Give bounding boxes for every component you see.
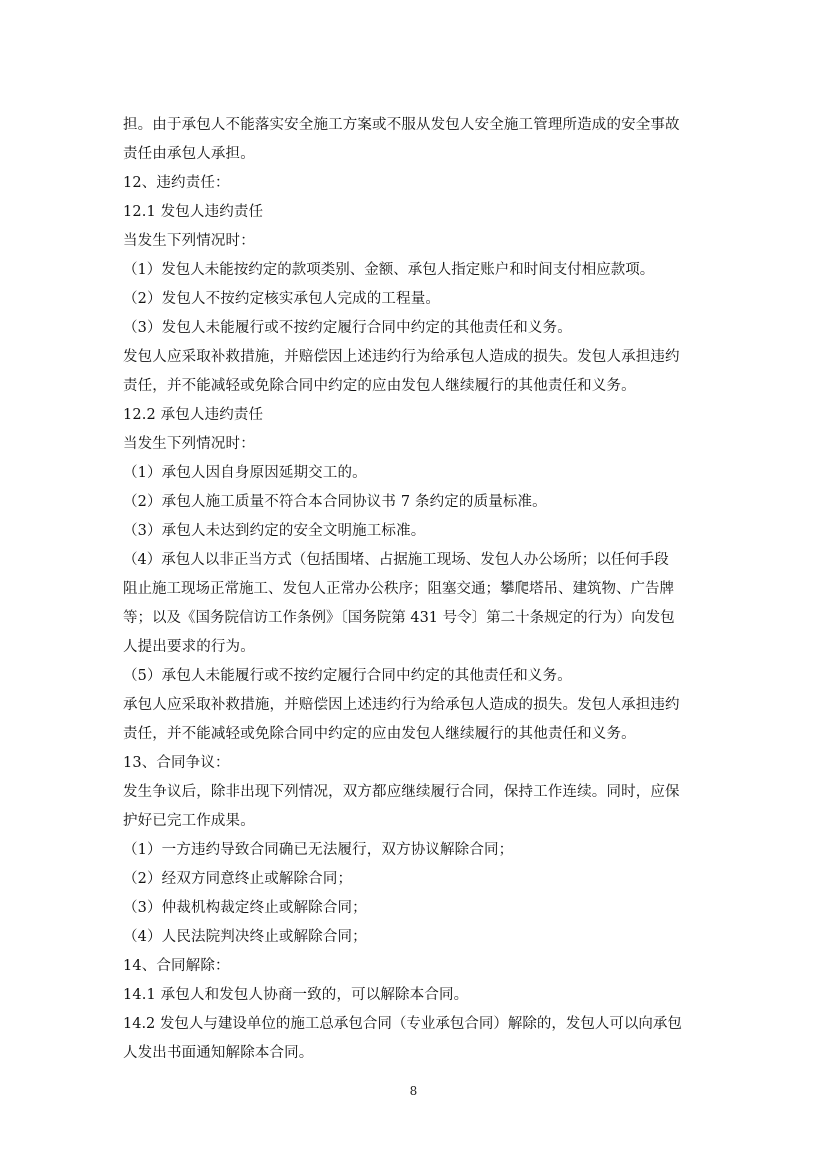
text-line: 当发生下列情况时： (123, 233, 255, 249)
page-number: 8 (409, 1084, 418, 1098)
text-line: 发生争议后，除非出现下列情况，双方都应继续履行合同，保持工作连续。同时，应保 (123, 784, 680, 800)
text-line: 人提出要求的行为。 (123, 639, 255, 655)
text-line: 人发出书面通知解除本合同。 (123, 1045, 314, 1061)
list-item: （2）经双方同意终止或解除合同； (123, 871, 353, 887)
document-body (123, 111, 705, 1068)
text-line: 担。由于承包人不能落实安全施工方案或不服从发包人安全施工管理所造成的安全事故 (123, 117, 680, 133)
list-item: （3）发包人未能履行或不按约定履行合同中约定的其他责任和义务。 (123, 320, 572, 336)
list-item: （1）承包人因自身原因延期交工的。 (123, 465, 367, 481)
text-line: 14.2 发包人与建设单位的施工总承包合同（专业承包合同）解除的，发包人可以向承包 (123, 1016, 682, 1032)
subsection-heading-12-1: 12.1 发包人违约责任 (123, 204, 264, 220)
text-line: 责任，并不能减轻或免除合同中约定的应由发包人继续履行的其他责任和义务。 (123, 378, 636, 394)
text-line: 责任由承包人承担。 (123, 146, 255, 162)
text-line: 责任，并不能减轻或免除合同中约定的应由发包人继续履行的其他责任和义务。 (123, 726, 636, 742)
list-item: （4）人民法院判决终止或解除合同； (123, 929, 367, 945)
section-heading-14: 14、合同解除： (123, 958, 230, 974)
list-item: （1）一方违约导致合同确已无法履行，双方协议解除合同； (123, 842, 514, 858)
section-heading-13: 13、合同争议： (123, 755, 230, 771)
text-line: 当发生下列情况时： (123, 436, 255, 452)
list-item: （2）发包人不按约定核实承包人完成的工程量。 (123, 291, 441, 307)
list-item: （3）仲裁机构裁定终止或解除合同； (123, 900, 367, 916)
section-heading-12: 12、违约责任： (123, 175, 230, 191)
text-line: 发包人应采取补救措施，并赔偿因上述违约行为给承包人造成的损失。发包人承担违约 (123, 349, 680, 365)
list-item: （3）承包人未达到约定的安全文明施工标准。 (123, 523, 426, 539)
text-line: 承包人应采取补救措施，并赔偿因上述违约行为给承包人造成的损失。发包人承担违约 (123, 697, 680, 713)
list-item: （1）发包人未能按约定的款项类别、金额、承包人指定账户和时间支付相应款项。 (123, 262, 655, 278)
text-line: 14.1 承包人和发包人协商一致的，可以解除本合同。 (123, 987, 469, 1003)
subsection-heading-12-2: 12.2 承包人违约责任 (123, 407, 264, 423)
text-line: 护好已完工作成果。 (123, 813, 255, 829)
list-item: （4）承包人以非正当方式（包括围堵、占据施工现场、发包人办公场所；以任何手段 (123, 552, 669, 568)
text-line: 等；以及《国务院信访工作条例》〔国务院第 431 号令〕第二十条规定的行为）向发包 (123, 610, 675, 626)
list-item: （2）承包人施工质量不符合本合同协议书 7 条约定的质量标准。 (123, 494, 547, 510)
text-line: 阻止施工现场正常施工、发包人正常办公秩序；阻塞交通；攀爬塔吊、建筑物、广告牌 (123, 581, 674, 597)
list-item: （5）承包人未能履行或不按约定履行合同中约定的其他责任和义务。 (123, 668, 572, 684)
